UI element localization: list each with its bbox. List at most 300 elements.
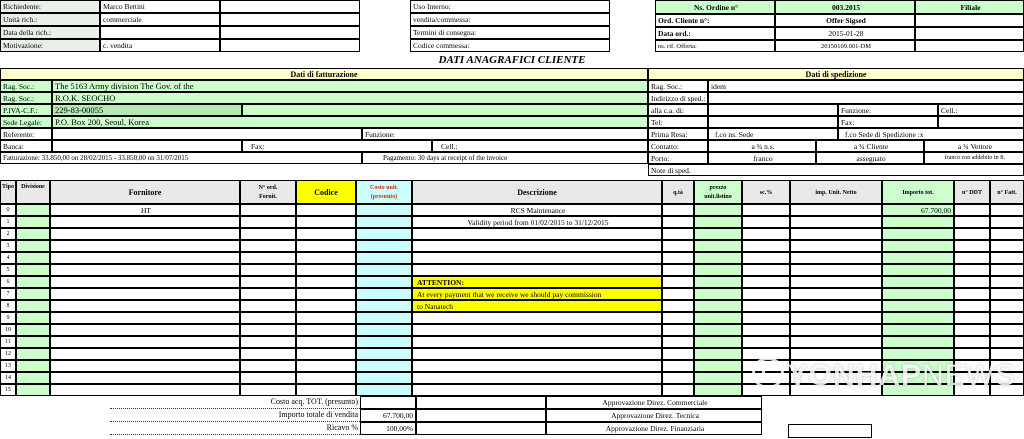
sped-alla-ca-value-cell[interactable]: [708, 104, 838, 116]
row-qta[interactable]: [662, 252, 694, 264]
table-row[interactable]: [0, 300, 16, 312]
row-sconto[interactable]: [742, 348, 790, 360]
row-divisione[interactable]: [16, 252, 50, 264]
row-descrizione[interactable]: [412, 204, 662, 216]
rif-offerta-label-cell: [655, 40, 775, 52]
fatt-funzione-label: Funzione:: [365, 130, 395, 139]
fatt-ragsoc-value-line1: The 5163 Army division The Gov. of the: [55, 81, 194, 91]
row-costo-unit[interactable]: [356, 252, 412, 264]
table-row[interactable]: [0, 360, 16, 372]
col-header-divisione-label: Divisione: [21, 184, 45, 190]
sped-a-ns-cliente-cell[interactable]: [816, 140, 924, 152]
row-costo-unit[interactable]: [356, 384, 412, 396]
row-ddt[interactable]: [954, 324, 990, 336]
row-nord[interactable]: [240, 264, 296, 276]
table-row[interactable]: [0, 336, 16, 348]
row-qta[interactable]: [662, 336, 694, 348]
appr-tecnica-box[interactable]: [416, 409, 546, 422]
sped-prima-resa-label: Prima Resa:: [651, 130, 688, 139]
row-nord[interactable]: [240, 312, 296, 324]
row-codice[interactable]: [296, 300, 356, 312]
row-fatt[interactable]: [990, 312, 1024, 324]
row-sconto[interactable]: [742, 288, 790, 300]
sped-franco-addebito-cell[interactable]: [924, 152, 1024, 164]
row-fornitore[interactable]: [50, 384, 240, 396]
row-codice[interactable]: [296, 216, 356, 228]
row-costo-unit[interactable]: [356, 324, 412, 336]
row-qta[interactable]: [662, 240, 694, 252]
col-header-costo-unit: [356, 180, 412, 204]
row-fornitore[interactable]: [50, 360, 240, 372]
row-importo-tot[interactable]: [882, 288, 954, 300]
row-divisione[interactable]: [16, 348, 50, 360]
row-fatt[interactable]: [990, 216, 1024, 228]
row-fornitore-value: HT: [141, 206, 151, 215]
row-imp-unit-netto[interactable]: [790, 204, 882, 216]
row-descrizione[interactable]: [412, 372, 662, 384]
col-header-prezzo-sub: unit.listino: [704, 194, 732, 200]
row-qta[interactable]: [662, 384, 694, 396]
row-qta[interactable]: [662, 276, 694, 288]
row-prezzo[interactable]: [694, 216, 742, 228]
row-importo-tot[interactable]: [882, 300, 954, 312]
fatt-ragsoc-value-line2: R.O.K. SEOCHO: [55, 93, 116, 103]
row-importo-tot[interactable]: [882, 360, 954, 372]
row-nord[interactable]: [240, 384, 296, 396]
row-importo-tot[interactable]: [882, 264, 954, 276]
sped-note-cell[interactable]: [648, 164, 1024, 176]
row-descrizione[interactable]: [412, 228, 662, 240]
row-importo-tot[interactable]: [882, 252, 954, 264]
row-nord[interactable]: [240, 240, 296, 252]
row-importo-tot[interactable]: [882, 372, 954, 384]
row-descrizione[interactable]: [412, 264, 662, 276]
row-fatt[interactable]: [990, 360, 1024, 372]
row-divisione[interactable]: [16, 204, 50, 216]
sped-fco-sede-sped-cell[interactable]: [838, 128, 1024, 140]
row-ddt[interactable]: [954, 240, 990, 252]
row-nord[interactable]: [240, 324, 296, 336]
row-codice[interactable]: [296, 324, 356, 336]
row-prezzo[interactable]: [694, 276, 742, 288]
row-importo-tot[interactable]: [882, 384, 954, 396]
row-divisione[interactable]: [16, 336, 50, 348]
row-prezzo[interactable]: [694, 384, 742, 396]
row-descrizione[interactable]: [412, 348, 662, 360]
row-ddt[interactable]: [954, 384, 990, 396]
row-nord[interactable]: [240, 252, 296, 264]
fatt-referente-value-cell[interactable]: [52, 128, 362, 140]
col-header-imp-unit-netto: [790, 180, 882, 204]
row-ddt[interactable]: [954, 228, 990, 240]
row-codice[interactable]: [296, 264, 356, 276]
row-ddt[interactable]: [954, 288, 990, 300]
sped-a-ns-cura-label: a ¾ n.s.: [751, 142, 775, 151]
row-sconto[interactable]: [742, 252, 790, 264]
row-qta[interactable]: [662, 264, 694, 276]
row-descrizione-attention-title[interactable]: [412, 276, 662, 288]
row-codice[interactable]: [296, 312, 356, 324]
row-nord[interactable]: [240, 372, 296, 384]
col-header-nord-fornit: [240, 180, 296, 204]
row-nord[interactable]: [240, 360, 296, 372]
row-fornitore[interactable]: [50, 204, 240, 216]
sped-assegnato-cell[interactable]: [816, 152, 924, 164]
row-ddt[interactable]: [954, 216, 990, 228]
offer-signed-value: Offer Sigsed: [826, 16, 866, 25]
row-costo-unit[interactable]: [356, 216, 412, 228]
row-sconto[interactable]: [742, 312, 790, 324]
fatt-referente-label: Referente:: [3, 130, 35, 139]
row-divisione[interactable]: [16, 264, 50, 276]
row-divisione[interactable]: [16, 216, 50, 228]
row-fornitore[interactable]: [50, 312, 240, 324]
codice-commessa-label: Codice commessa:: [413, 41, 470, 50]
sped-franco-addebito-label: franco con addebito in ft.: [944, 155, 1006, 161]
table-row[interactable]: [0, 216, 16, 228]
row-divisione[interactable]: [16, 228, 50, 240]
row-fatt[interactable]: [990, 204, 1024, 216]
row-importo-tot[interactable]: [882, 228, 954, 240]
row-ddt[interactable]: [954, 360, 990, 372]
row-qta[interactable]: [662, 216, 694, 228]
row-prezzo[interactable]: [694, 360, 742, 372]
row-fornitore[interactable]: [50, 216, 240, 228]
row-codice[interactable]: [296, 372, 356, 384]
row-fornitore[interactable]: [50, 252, 240, 264]
row-codice[interactable]: [296, 276, 356, 288]
row-sconto[interactable]: [742, 228, 790, 240]
row-costo-unit[interactable]: [356, 240, 412, 252]
row-importo-tot[interactable]: [882, 204, 954, 216]
ns-ordine-value: 003.2015: [831, 3, 861, 12]
row-divisione[interactable]: [16, 312, 50, 324]
table-row[interactable]: [0, 252, 16, 264]
row-costo-unit[interactable]: [356, 204, 412, 216]
sped-franco-cell[interactable]: [708, 152, 816, 164]
row-sconto[interactable]: [742, 384, 790, 396]
row-sconto[interactable]: [742, 216, 790, 228]
sped-ragsoc-value-cell[interactable]: [708, 80, 1024, 92]
row-imp-unit-netto[interactable]: [790, 276, 882, 288]
row-ddt[interactable]: [954, 348, 990, 360]
row-imp-unit-netto[interactable]: [790, 336, 882, 348]
row-prezzo[interactable]: [694, 204, 742, 216]
row-fatt[interactable]: [990, 252, 1024, 264]
rif-offerta-value-cell[interactable]: [775, 40, 915, 52]
row-importo-tot[interactable]: [882, 240, 954, 252]
table-row[interactable]: [0, 348, 16, 360]
row-imp-unit-netto[interactable]: [790, 300, 882, 312]
row-descrizione[interactable]: [412, 336, 662, 348]
row-importo-tot[interactable]: [882, 216, 954, 228]
row-qta[interactable]: [662, 372, 694, 384]
row-fornitore[interactable]: [50, 324, 240, 336]
ricavo-value-cell[interactable]: [360, 422, 416, 435]
signature-box[interactable]: [788, 424, 872, 438]
row-fatt[interactable]: [990, 228, 1024, 240]
row-qta[interactable]: [662, 288, 694, 300]
row-imp-unit-netto[interactable]: [790, 240, 882, 252]
fatt-pagamento-cell: [362, 152, 648, 164]
row-ddt[interactable]: [954, 276, 990, 288]
sped-a-ns-cura-cell[interactable]: [708, 140, 816, 152]
sped-porto-label-cell: [648, 152, 708, 164]
row-descrizione[interactable]: [412, 312, 662, 324]
row-fatt[interactable]: [990, 276, 1024, 288]
row-imp-unit-netto[interactable]: [790, 288, 882, 300]
row-prezzo[interactable]: [694, 228, 742, 240]
appr-commerciale-box[interactable]: [416, 396, 546, 409]
row-fatt[interactable]: [990, 264, 1024, 276]
row-imp-unit-netto[interactable]: [790, 360, 882, 372]
row-ddt[interactable]: [954, 252, 990, 264]
termini-consegna-label: Termini di consegna:: [413, 28, 477, 37]
table-row[interactable]: [0, 204, 16, 216]
row-divisione[interactable]: [16, 288, 50, 300]
row-costo-unit[interactable]: [356, 360, 412, 372]
row-sconto[interactable]: [742, 372, 790, 384]
table-row[interactable]: [0, 276, 16, 288]
row-fornitore[interactable]: [50, 336, 240, 348]
row-qta[interactable]: [662, 228, 694, 240]
row-nord[interactable]: [240, 216, 296, 228]
row-fatt[interactable]: [990, 324, 1024, 336]
sped-fco-ns-sede-cell[interactable]: [708, 128, 838, 140]
row-importo-tot[interactable]: [882, 324, 954, 336]
row-sconto[interactable]: [742, 360, 790, 372]
sped-indirizzo-label-cell: [648, 92, 708, 104]
sped-ragsoc-label-cell: [648, 80, 708, 92]
row-ddt[interactable]: [954, 372, 990, 384]
table-row[interactable]: [0, 324, 16, 336]
row-prezzo[interactable]: [694, 240, 742, 252]
row-codice[interactable]: [296, 240, 356, 252]
row-divisione[interactable]: [16, 324, 50, 336]
row-codice[interactable]: [296, 336, 356, 348]
row-fatt[interactable]: [990, 384, 1024, 396]
watermark-text-1: YONHAP: [787, 359, 922, 392]
row-codice[interactable]: [296, 384, 356, 396]
row-costo-unit[interactable]: [356, 288, 412, 300]
ns-ordine-value-cell[interactable]: [775, 0, 915, 14]
table-row[interactable]: [0, 384, 16, 396]
motivazione-label-cell: [0, 39, 100, 52]
ricavo-value: 100,00%: [386, 424, 413, 433]
row-prezzo[interactable]: [694, 288, 742, 300]
richiedente-value-cell[interactable]: [100, 0, 220, 13]
fatt-banca-value-cell[interactable]: [52, 140, 242, 152]
fatt-ragsoc-value2-cell[interactable]: [52, 92, 648, 104]
row-nord[interactable]: [240, 348, 296, 360]
row-fatt[interactable]: [990, 372, 1024, 384]
row-divisione[interactable]: [16, 240, 50, 252]
table-row[interactable]: [0, 372, 16, 384]
motivazione-value-cell[interactable]: [100, 39, 220, 52]
sped-indirizzo-label: Indirizzo di sped.:: [651, 94, 706, 103]
row-prezzo[interactable]: [694, 264, 742, 276]
row-imp-unit-netto[interactable]: [790, 228, 882, 240]
appr-finanziaria-box[interactable]: [416, 422, 546, 435]
row-descrizione-value: Validity period from 01/02/2015 to 31/12/2015: [467, 218, 609, 227]
row-nord[interactable]: [240, 228, 296, 240]
row-sconto[interactable]: [742, 336, 790, 348]
row-prezzo[interactable]: [694, 348, 742, 360]
row-ddt[interactable]: [954, 336, 990, 348]
row-codice[interactable]: [296, 288, 356, 300]
row-prezzo[interactable]: [694, 324, 742, 336]
offer-signed-cell[interactable]: [775, 14, 915, 27]
table-row[interactable]: [0, 264, 16, 276]
row-qta[interactable]: [662, 348, 694, 360]
fatt-sede-label-cell: [0, 116, 52, 128]
row-codice[interactable]: [296, 228, 356, 240]
row-sconto[interactable]: [742, 240, 790, 252]
sped-funzione-cell: [838, 104, 938, 116]
sped-fco-ns-sede-label: f.co ns. Sede: [715, 130, 754, 139]
row-ddt[interactable]: [954, 312, 990, 324]
row-imp-unit-netto[interactable]: [790, 252, 882, 264]
row-costo-unit[interactable]: [356, 348, 412, 360]
row-descrizione[interactable]: [412, 216, 662, 228]
row-fornitore[interactable]: [50, 288, 240, 300]
row-codice[interactable]: [296, 348, 356, 360]
row-imp-unit-netto[interactable]: [790, 348, 882, 360]
row-prezzo[interactable]: [694, 312, 742, 324]
ns-ordine-label-cell: [655, 0, 775, 14]
row-descrizione-attention-l2[interactable]: [412, 300, 662, 312]
row-descrizione[interactable]: [412, 252, 662, 264]
row-costo-unit[interactable]: [356, 336, 412, 348]
sped-funzione-label: Funzione:: [841, 106, 871, 115]
row-sconto[interactable]: [742, 324, 790, 336]
row-fornitore[interactable]: [50, 372, 240, 384]
row-nord[interactable]: [240, 288, 296, 300]
row-divisione[interactable]: [16, 360, 50, 372]
fatt-piva-value-cell[interactable]: [52, 104, 242, 116]
table-row[interactable]: [0, 240, 16, 252]
col-header-importo-label: Importo tot.: [902, 190, 934, 196]
row-sconto[interactable]: [742, 204, 790, 216]
ricavo-label: Ricavo %: [326, 423, 358, 432]
row-imp-unit-netto[interactable]: [790, 312, 882, 324]
row-importo-tot[interactable]: [882, 336, 954, 348]
row-codice[interactable]: [296, 252, 356, 264]
sped-fax-value-cell[interactable]: [938, 116, 1024, 128]
row-fatt[interactable]: [990, 240, 1024, 252]
row-ddt[interactable]: [954, 204, 990, 216]
row-divisione[interactable]: [16, 276, 50, 288]
row-sconto[interactable]: [742, 276, 790, 288]
row-fornitore[interactable]: [50, 276, 240, 288]
row-qta[interactable]: [662, 312, 694, 324]
row-number: 12: [5, 351, 11, 357]
row-nord[interactable]: [240, 336, 296, 348]
row-descrizione[interactable]: [412, 360, 662, 372]
row-qta[interactable]: [662, 300, 694, 312]
row-prezzo[interactable]: [694, 372, 742, 384]
row-fornitore[interactable]: [50, 300, 240, 312]
row-importo-tot[interactable]: [882, 276, 954, 288]
row-ddt[interactable]: [954, 300, 990, 312]
row-imp-unit-netto[interactable]: [790, 264, 882, 276]
row-descrizione[interactable]: [412, 384, 662, 396]
fatt-ragsoc2-label-cell: [0, 92, 52, 104]
row-fatt[interactable]: [990, 348, 1024, 360]
data-rich-value-cell[interactable]: [100, 26, 220, 39]
row-costo-unit[interactable]: [356, 312, 412, 324]
row-fornitore[interactable]: [50, 228, 240, 240]
row-qta[interactable]: [662, 204, 694, 216]
row-costo-unit[interactable]: [356, 228, 412, 240]
row-imp-unit-netto[interactable]: [790, 324, 882, 336]
table-row[interactable]: [0, 312, 16, 324]
row-prezzo[interactable]: [694, 300, 742, 312]
row-importo-tot[interactable]: [882, 348, 954, 360]
row-fatt[interactable]: [990, 288, 1024, 300]
row-prezzo[interactable]: [694, 252, 742, 264]
row-qta[interactable]: [662, 324, 694, 336]
row-ddt[interactable]: [954, 264, 990, 276]
row-costo-unit[interactable]: [356, 264, 412, 276]
row-fornitore[interactable]: [50, 240, 240, 252]
row-number: 13: [5, 363, 11, 369]
row-descrizione[interactable]: [412, 324, 662, 336]
row-descrizione[interactable]: [412, 240, 662, 252]
row-divisione[interactable]: [16, 300, 50, 312]
table-row[interactable]: [0, 288, 16, 300]
row-costo-unit[interactable]: [356, 300, 412, 312]
row-sconto[interactable]: [742, 300, 790, 312]
row-number: 5: [6, 267, 10, 273]
row-codice[interactable]: [296, 360, 356, 372]
row-number: 6: [6, 279, 10, 285]
row-prezzo[interactable]: [694, 336, 742, 348]
sped-indirizzo-value-cell[interactable]: [708, 92, 1024, 104]
col-header-prezzo-label: prezzo: [709, 185, 727, 191]
row-fatt[interactable]: [990, 336, 1024, 348]
sped-a-ns-vettore-cell[interactable]: [924, 140, 1024, 152]
row-qta[interactable]: [662, 360, 694, 372]
row-sconto[interactable]: [742, 264, 790, 276]
row-imp-unit-netto[interactable]: [790, 216, 882, 228]
row-costo-unit[interactable]: [356, 372, 412, 384]
row-descrizione-attention-l1[interactable]: [412, 288, 662, 300]
unita-rich-value-cell[interactable]: [100, 13, 220, 26]
row-fornitore[interactable]: [50, 348, 240, 360]
row-nord[interactable]: [240, 276, 296, 288]
row-nord[interactable]: [240, 300, 296, 312]
fatt-ragsoc-value-cell[interactable]: [52, 80, 648, 92]
row-fornitore[interactable]: [50, 264, 240, 276]
row-fatt[interactable]: [990, 300, 1024, 312]
row-codice[interactable]: [296, 204, 356, 216]
row-number: 14: [5, 375, 11, 381]
row-divisione[interactable]: [16, 372, 50, 384]
row-imp-unit-netto[interactable]: [790, 384, 882, 396]
row-nord[interactable]: [240, 204, 296, 216]
row-divisione[interactable]: [16, 384, 50, 396]
costo-acq-value-cell[interactable]: [360, 396, 416, 409]
fatt-sede-value-cell[interactable]: [52, 116, 648, 128]
row-costo-unit[interactable]: [356, 276, 412, 288]
importo-totale-value-cell[interactable]: [360, 409, 416, 422]
sped-tel-value-cell[interactable]: [708, 116, 838, 128]
table-row[interactable]: [0, 228, 16, 240]
row-imp-unit-netto[interactable]: [790, 372, 882, 384]
row-importo-tot[interactable]: [882, 312, 954, 324]
data-ord-value-cell[interactable]: [775, 27, 915, 40]
